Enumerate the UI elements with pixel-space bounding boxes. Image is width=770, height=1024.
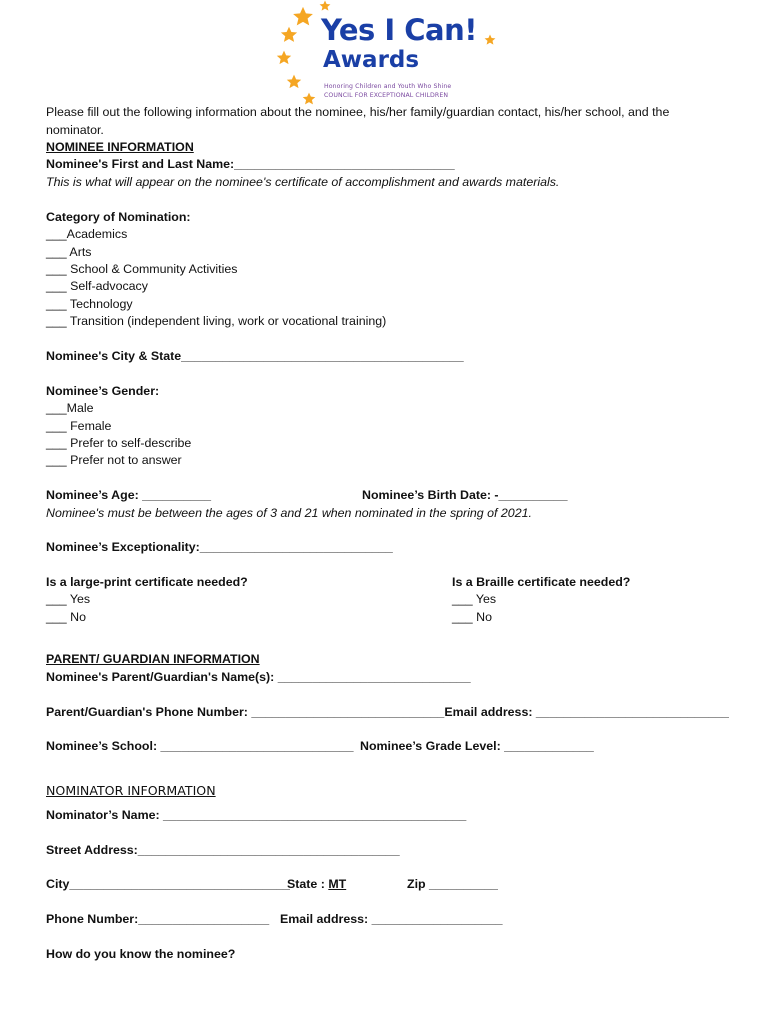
logo-tagline: Honoring Children and Youth Who Shine: [324, 83, 452, 90]
parent-heading: PARENT/ GUARDIAN INFORMATION: [46, 652, 260, 666]
logo-title: Yes I Can!: [321, 13, 477, 47]
city-field[interactable]: City________________________________: [46, 877, 290, 891]
gender-option-female[interactable]: ___ Female: [46, 419, 112, 433]
nominee-name-field[interactable]: Nominee's First and Last Name:________________________________: [46, 157, 455, 171]
logo-subtitle: Awards: [323, 47, 420, 73]
gender-option-not-answer[interactable]: ___ Prefer not to answer: [46, 453, 182, 467]
category-label: Category of Nomination:: [46, 210, 191, 224]
gender-option-male[interactable]: ___Male: [46, 401, 94, 415]
nominee-grade-field[interactable]: Nominee’s Grade Level: _____________: [360, 739, 594, 753]
nominee-exceptionality-field[interactable]: Nominee’s Exceptionality:____________________________: [46, 540, 393, 554]
gender-option-self-describe[interactable]: ___ Prefer to self-describe: [46, 436, 192, 450]
nominee-city-state-field[interactable]: Nominee's City & State_________________________________________: [46, 349, 464, 363]
large-print-no-option[interactable]: ___ No: [46, 610, 86, 624]
nominator-name-field[interactable]: Nominator’s Name: ____________________________________________: [46, 808, 467, 822]
large-print-yes-option[interactable]: ___ Yes: [46, 592, 91, 606]
nominee-school-field[interactable]: Nominee’s School: ____________________________: [46, 739, 354, 753]
star-icon: [286, 74, 302, 90]
parent-phone-email-field[interactable]: Parent/Guardian's Phone Number: ____________________________Email address: ____________________________: [46, 705, 729, 719]
logo-organization: COUNCIL FOR EXCEPTIONAL CHILDREN: [324, 92, 449, 99]
braille-no-option[interactable]: ___ No: [452, 610, 492, 624]
nominator-phone-field[interactable]: Phone Number:___________________: [46, 912, 270, 926]
zip-field[interactable]: Zip __________: [407, 877, 498, 891]
nominee-name-note: This is what will appear on the nominee's certificate of accomplishment and awards materials.: [46, 175, 560, 189]
state-field[interactable]: [287, 876, 346, 893]
nominee-heading: NOMINEE INFORMATION: [46, 140, 194, 154]
category-option-transition[interactable]: ___ Transition (independent living, work or vocational training): [46, 314, 387, 328]
large-print-label: Is a large-print certificate needed?: [46, 575, 248, 589]
relationship-question: How do you know the nominee?: [46, 947, 236, 961]
age-note: Nominee's must be between the ages of 3 and 21 when nominated in the spring of 2021.: [46, 506, 532, 520]
intro-text-line1: Please fill out the following information about the nominee, his/her family/guardian contact, his/her school, and the: [46, 105, 670, 119]
category-option-academics[interactable]: ___Academics: [46, 227, 128, 241]
state-label: State :: [287, 877, 329, 891]
parent-name-field[interactable]: Nominee's Parent/Guardian's Name(s): ____________________________: [46, 670, 471, 684]
star-icon: [280, 26, 298, 44]
nominator-email-field[interactable]: Email address: ___________________: [280, 912, 503, 926]
category-option-arts[interactable]: ___ Arts: [46, 245, 92, 259]
gender-label: Nominee’s Gender:: [46, 384, 160, 398]
star-icon: [318, 0, 332, 12]
nominee-birth-date-field[interactable]: Nominee’s Birth Date: -__________: [362, 488, 568, 502]
nominee-age-field[interactable]: Nominee’s Age: __________: [46, 488, 212, 502]
braille-yes-option[interactable]: ___ Yes: [452, 592, 497, 606]
category-option-technology[interactable]: ___ Technology: [46, 297, 133, 311]
state-value: MT: [328, 877, 347, 891]
star-icon: [484, 34, 496, 46]
category-option-self-advocacy[interactable]: ___ Self-advocacy: [46, 279, 148, 293]
star-icon: [292, 6, 314, 28]
category-option-school-community[interactable]: ___ School & Community Activities: [46, 262, 238, 276]
star-icon: [276, 50, 292, 66]
braille-label: Is a Braille certificate needed?: [452, 575, 631, 589]
nominator-heading: NOMINATOR INFORMATION: [46, 783, 216, 798]
intro-text-line2: nominator.: [46, 123, 104, 137]
street-address-field[interactable]: Street Address:______________________________________: [46, 843, 400, 857]
